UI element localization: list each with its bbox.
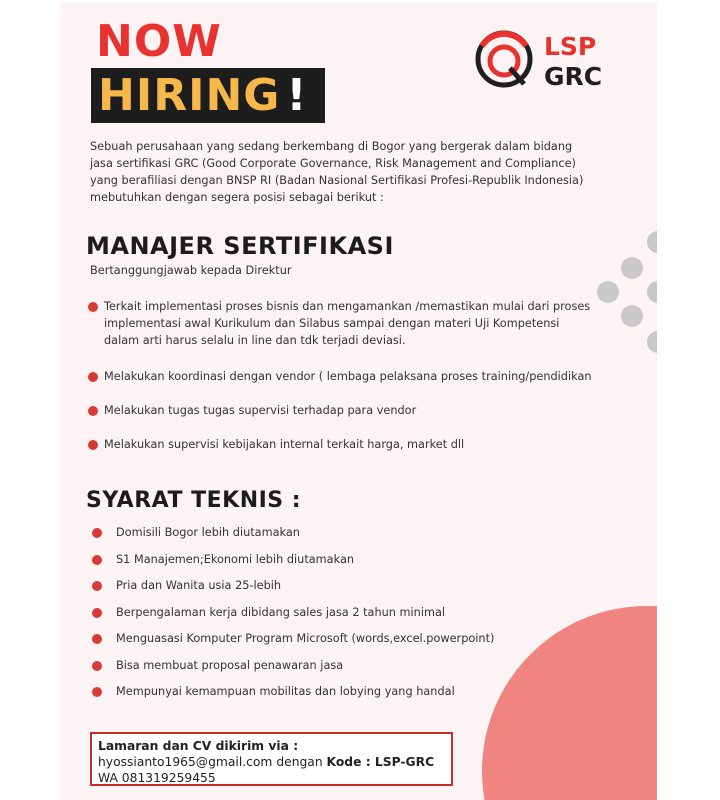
- headline-hiring: [98, 68, 307, 123]
- contact-email[interactable]: hyossianto1965@gmail.com: [98, 755, 273, 769]
- contact-email-line: [98, 754, 451, 770]
- contact-heading: Lamaran dan CV dikirim via :: [98, 739, 299, 753]
- intro-paragraph: [90, 138, 630, 206]
- requirement-text: Domisili Bogor lebih diutamakan: [116, 526, 300, 539]
- left-margin: [0, 0, 60, 800]
- list-item: [88, 368, 592, 385]
- bullet-dot: [88, 302, 98, 312]
- list-item: [92, 577, 281, 594]
- decorative-dots: [596, 230, 657, 354]
- duty-line: dalam arti harus selalu in line dan tdk terjadi deviasi.: [104, 334, 406, 347]
- duty-line: Melakukan koordinasi dengan vendor ( lembaga pelaksana proses training/pendidikan: [104, 370, 592, 383]
- job-poster: [60, 2, 657, 800]
- duty-line: implementasi awal Kurikulum dan Silabus sampai dengan materi Uji Kompetensi: [104, 317, 560, 330]
- bullet-dot: [92, 555, 102, 565]
- bullet-dot: [88, 406, 98, 416]
- bullet-dot: [92, 581, 102, 591]
- headline-hiring-text: HIRING: [98, 70, 281, 121]
- decorative-circle: [482, 606, 657, 800]
- requirement-text: Bisa membuat proposal penawaran jasa: [116, 659, 344, 672]
- headline-exclaim: !: [286, 70, 308, 121]
- list-item: [88, 436, 464, 453]
- list-item: [92, 524, 300, 541]
- list-item: [88, 402, 416, 419]
- logo-text: [544, 32, 602, 92]
- bullet-dot: [92, 687, 102, 697]
- requirements-title: SYARAT TEKNIS :: [86, 488, 302, 513]
- bullet-dot: [92, 634, 102, 644]
- bullet-dot: [92, 608, 102, 618]
- contact-connector: dengan: [272, 755, 327, 769]
- bullet-dot: [92, 528, 102, 538]
- position-title: MANAJER SERTIFIKASI: [86, 232, 394, 260]
- duty-line: Melakukan tugas tugas supervisi terhadap para vendor: [104, 404, 417, 417]
- right-margin: [657, 0, 720, 800]
- logo-line1: LSP: [544, 32, 597, 61]
- intro-line: yang berafiliasi dengan BNSP RI (Badan Nasional Sertifikasi Profesi-Republik Indonesia): [90, 174, 584, 187]
- requirement-text: Berpengalaman kerja dibidang sales jasa 2 tahun minimal: [116, 606, 446, 619]
- contact-box: [90, 732, 453, 786]
- requirement-text: Pria dan Wanita usia 25-lebih: [116, 579, 282, 592]
- intro-line: mebutuhkan dengan segera posisi sebagai berikut :: [90, 191, 384, 204]
- requirement-text: Mempunyai kemampuan mobilitas dan lobying yang handal: [116, 685, 455, 698]
- bullet-dot: [88, 372, 98, 382]
- duty-line: Melakukan supervisi kebijakan internal terkait harga, market dll: [104, 438, 465, 451]
- list-item: [88, 298, 590, 349]
- position-reports-to: Bertanggungjawab kepada Direktur: [90, 264, 292, 277]
- logo-line2: GRC: [544, 62, 603, 91]
- list-item: [92, 657, 343, 674]
- contact-wa[interactable]: WA 081319259455: [98, 771, 216, 785]
- list-item: [92, 551, 354, 568]
- list-item: [92, 630, 494, 647]
- intro-line: Sebuah perusahaan yang sedang berkembang di Bogor yang bergerak dalam bidang: [90, 140, 573, 153]
- headline-now: NOW: [96, 16, 222, 67]
- duty-line: Terkait implementasi proses bisnis dan mengamankan /memastikan mulai dari proses: [104, 300, 591, 313]
- requirement-text: S1 Manajemen;Ekonomi lebih diutamakan: [116, 553, 355, 566]
- requirement-text: Menguasasi Komputer Program Microsoft (words,excel.powerpoint): [116, 632, 495, 645]
- bullet-dot: [92, 661, 102, 671]
- contact-code: Kode : LSP-GRC: [326, 755, 435, 769]
- bullet-dot: [88, 440, 98, 450]
- intro-line: jasa sertifikasi GRC (Good Corporate Governance, Risk Management and Compliance): [90, 157, 576, 170]
- list-item: [92, 604, 445, 621]
- list-item: [92, 683, 455, 700]
